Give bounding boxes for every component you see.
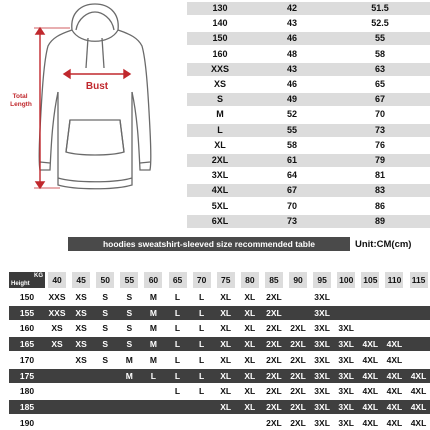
size-recommendation-cell: L	[198, 370, 205, 381]
size-table-row	[187, 154, 430, 167]
size-recommendation-cell: 2XL	[290, 386, 306, 397]
size-table-row	[187, 108, 430, 121]
size-recommendation-cell: 4XL	[410, 401, 427, 412]
size-recommendation-cell: 3XL	[338, 339, 354, 350]
size-recommendation-cell: XL	[244, 354, 256, 365]
size-recommendation-cell: 3XL	[314, 307, 330, 318]
size-cell: XXS	[210, 63, 229, 74]
size-recommendation-cell: XS	[75, 323, 87, 334]
size-recommendation-cell: S	[126, 292, 133, 302]
size-recommendation-cell: 4XL	[410, 370, 427, 381]
size-recommendation-cell: XL	[244, 292, 256, 302]
size-table-row	[187, 184, 430, 197]
size-recommendation-cell: 3XL	[338, 417, 354, 428]
size-recommendation-cell: 2XL	[266, 339, 282, 350]
size-recommendation-cell: 4XL	[386, 370, 403, 381]
size-recommendation-cell: 3XL	[314, 370, 330, 381]
size-recommendation-cell: S	[102, 292, 109, 302]
recommendation-row	[9, 384, 430, 398]
length-value-cell: 83	[374, 185, 385, 196]
size-table-row	[187, 2, 430, 15]
size-recommendation-cell: L	[198, 354, 205, 365]
size-recommendation-cell: 2XL	[290, 417, 306, 428]
table-corner	[9, 272, 45, 288]
size-recommendation-cell: XL	[220, 370, 232, 381]
height-cell: 165	[19, 339, 35, 350]
size-recommendation-cell: XS	[75, 339, 87, 350]
length-value-cell: 89	[374, 215, 385, 226]
size-table-row	[187, 17, 430, 30]
bust-value-cell: 46	[286, 79, 297, 89]
size-cell: 6XL	[211, 215, 229, 226]
size-measurement-table	[187, 2, 430, 230]
bust-value-cell: 55	[286, 124, 297, 135]
length-value-cell: 73	[374, 124, 385, 135]
size-recommendation-cell: 3XL	[314, 339, 330, 350]
size-recommendation-cell: L	[174, 354, 181, 365]
size-recommendation-cell: XS	[75, 354, 87, 365]
size-recommendation-cell: M	[149, 323, 157, 334]
length-value-cell: 86	[374, 200, 385, 211]
size-recommendation-cell: XL	[220, 401, 232, 412]
size-cell: 150	[212, 33, 228, 44]
size-recommendation-cell: L	[174, 339, 181, 350]
size-recommendation-cell: L	[198, 292, 205, 302]
size-cell: XL	[214, 139, 226, 150]
size-recommendation-cell: L	[174, 292, 181, 302]
bust-value-cell: 64	[286, 170, 297, 181]
size-recommendation-cell: XS	[75, 307, 87, 318]
recommendation-row	[9, 400, 430, 414]
length-value-cell: 70	[374, 109, 385, 120]
height-cell: 190	[19, 417, 35, 428]
size-cell: 130	[212, 3, 228, 13]
length-value-cell: 81	[374, 170, 385, 181]
recommended-size-table	[9, 272, 430, 430]
size-recommendation-cell: 4XL	[362, 386, 379, 397]
size-recommendation-cell: S	[126, 323, 133, 334]
size-recommendation-cell: XL	[244, 370, 256, 381]
length-value-cell: 58	[374, 48, 385, 59]
weight-header-cell: 105	[361, 272, 379, 288]
size-table-row	[187, 48, 430, 61]
weight-header-cell: 70	[193, 272, 211, 288]
weight-header-cell: 85	[265, 272, 283, 288]
size-cell: S	[216, 94, 223, 105]
bust-value-cell: 70	[286, 200, 297, 211]
bust-value-cell: 52	[286, 109, 297, 120]
size-recommendation-cell: L	[174, 386, 181, 397]
weight-header-cell: 45	[72, 272, 90, 288]
size-recommendation-cell: XL	[244, 339, 256, 350]
bust-value-cell: 48	[286, 48, 297, 59]
weight-header-cell: 40	[48, 272, 66, 288]
bust-value-cell: 58	[286, 139, 297, 150]
height-cell: 160	[19, 323, 35, 334]
size-recommendation-cell: L	[174, 370, 181, 381]
height-cell: 175	[19, 370, 35, 381]
size-recommendation-cell: S	[126, 307, 133, 318]
weight-header-cell: 55	[120, 272, 138, 288]
table-caption: hoodies sweatshirt-sleeved size recommended table	[68, 237, 350, 251]
bust-value-cell: 61	[286, 155, 297, 165]
size-recommendation-cell: XL	[220, 292, 232, 302]
size-recommendation-cell: M	[149, 354, 157, 365]
size-recommendation-cell: 2XL	[266, 370, 282, 381]
size-recommendation-cell: M	[149, 307, 157, 318]
hoodie-illustration	[0, 0, 185, 232]
size-table-row	[187, 139, 430, 152]
weight-header-cell: 90	[289, 272, 307, 288]
total-length-label: Total Length	[10, 93, 32, 108]
recommendation-row	[9, 306, 430, 320]
bust-value-cell: 42	[286, 3, 297, 13]
size-recommendation-cell: 2XL	[266, 401, 282, 412]
size-recommendation-cell: XL	[244, 401, 256, 412]
size-recommendation-cell: 2XL	[290, 370, 306, 381]
size-recommendation-cell: XL	[220, 386, 232, 397]
length-value-cell: 67	[374, 94, 385, 105]
size-recommendation-cell: S	[126, 339, 133, 350]
size-recommendation-cell: 4XL	[362, 370, 379, 381]
unit-label: Unit:CM(cm)	[355, 239, 412, 250]
size-recommendation-cell: 3XL	[338, 401, 354, 412]
size-recommendation-cell: XL	[220, 323, 232, 334]
size-recommendation-cell: 3XL	[314, 386, 330, 397]
height-cell: 185	[19, 401, 35, 412]
weight-header-cell: 75	[217, 272, 235, 288]
weight-header-cell: 100	[337, 272, 355, 288]
size-recommendation-cell: 2XL	[290, 354, 306, 365]
size-recommendation-cell: S	[102, 307, 109, 318]
size-recommendation-cell: XXS	[48, 292, 66, 302]
size-recommendation-cell: XL	[244, 323, 256, 334]
weight-header-cell: 60	[144, 272, 162, 288]
size-recommendation-cell: 3XL	[338, 370, 354, 381]
size-recommendation-cell: XXS	[48, 307, 66, 318]
size-recommendation-cell: XS	[75, 292, 87, 302]
size-recommendation-cell: 4XL	[386, 354, 403, 365]
size-recommendation-cell: 2XL	[266, 323, 282, 334]
size-cell: 3XL	[211, 170, 229, 181]
weight-header-cell: 110	[385, 272, 403, 288]
size-recommendation-cell: 3XL	[338, 323, 354, 334]
size-recommendation-cell: XL	[220, 307, 232, 318]
size-recommendation-cell: L	[198, 307, 205, 318]
size-table-row	[187, 124, 430, 137]
recommendation-row	[9, 321, 430, 335]
size-recommendation-cell: 2XL	[290, 401, 306, 412]
size-recommendation-cell: 4XL	[362, 401, 379, 412]
size-recommendation-cell: 4XL	[386, 401, 403, 412]
size-recommendation-cell: 4XL	[410, 417, 427, 428]
size-cell: 160	[212, 48, 228, 59]
size-recommendation-cell: XS	[51, 339, 63, 350]
size-recommendation-cell: 3XL	[314, 323, 330, 334]
size-recommendation-cell: L	[198, 339, 205, 350]
size-cell: XS	[213, 79, 226, 89]
size-recommendation-cell: 2XL	[266, 417, 282, 428]
length-value-cell: 63	[374, 63, 385, 74]
size-recommendation-cell: S	[102, 323, 109, 334]
size-recommendation-cell: 2XL	[290, 339, 306, 350]
size-recommendation-cell: XL	[244, 307, 256, 318]
size-table-row	[187, 93, 430, 106]
bust-label: Bust	[85, 81, 109, 92]
weight-header-row	[9, 272, 430, 288]
corner-kg-label: KG	[34, 273, 43, 279]
size-recommendation-cell: L	[174, 323, 181, 334]
bust-value-cell: 67	[286, 185, 297, 196]
size-recommendation-cell: 3XL	[338, 386, 354, 397]
size-recommendation-cell: 4XL	[362, 417, 379, 428]
weight-header-cell: 65	[169, 272, 187, 288]
recommendation-row	[9, 416, 430, 430]
size-recommendation-cell: 2XL	[266, 292, 282, 302]
size-recommendation-cell: M	[125, 370, 133, 381]
size-cell: L	[217, 124, 223, 135]
size-cell: 2XL	[211, 155, 229, 165]
hoodie-outline	[39, 4, 151, 189]
weight-header-cell: 115	[410, 272, 428, 288]
size-recommendation-cell: XL	[220, 339, 232, 350]
size-recommendation-cell: XS	[51, 323, 63, 334]
size-cell: 4XL	[211, 185, 229, 196]
bust-value-cell: 49	[286, 94, 297, 105]
length-value-cell: 79	[374, 155, 385, 165]
size-recommendation-cell: 4XL	[362, 339, 379, 350]
length-value-cell: 65	[374, 79, 385, 89]
size-table-row	[187, 32, 430, 45]
size-table-row	[187, 63, 430, 76]
size-cell: 140	[212, 18, 228, 29]
length-value-cell: 76	[374, 139, 385, 150]
length-value-cell: 51.5	[371, 3, 389, 13]
size-recommendation-cell: S	[102, 339, 109, 350]
recommendation-row	[9, 290, 430, 304]
size-recommendation-cell: L	[198, 386, 205, 397]
size-cell: M	[216, 109, 224, 120]
size-recommendation-cell: L	[150, 370, 156, 381]
recommendation-row	[9, 369, 430, 383]
size-table-row	[187, 169, 430, 182]
weight-header-cell: 50	[96, 272, 114, 288]
size-recommendation-cell: L	[174, 307, 181, 318]
size-table-row	[187, 78, 430, 91]
length-value-cell: 52.5	[371, 18, 389, 29]
size-recommendation-cell: 4XL	[410, 386, 427, 397]
size-recommendation-cell: 4XL	[386, 417, 403, 428]
size-recommendation-cell: S	[102, 354, 109, 365]
total-length-arrow	[34, 28, 70, 188]
size-recommendation-cell: 3XL	[314, 292, 330, 302]
size-recommendation-cell: 2XL	[290, 323, 306, 334]
height-cell: 180	[19, 386, 35, 397]
size-recommendation-cell: M	[125, 354, 133, 365]
recommendation-row	[9, 353, 430, 367]
weight-header-cell: 95	[313, 272, 331, 288]
size-recommendation-cell: 2XL	[266, 354, 282, 365]
size-recommendation-cell: 4XL	[386, 386, 403, 397]
height-cell: 155	[19, 307, 35, 318]
size-recommendation-cell: 3XL	[314, 417, 330, 428]
size-recommendation-cell: M	[149, 292, 157, 302]
size-recommendation-cell: 3XL	[314, 354, 330, 365]
size-cell: 5XL	[211, 200, 229, 211]
bust-value-cell: 73	[286, 215, 297, 226]
size-recommendation-cell: 3XL	[338, 354, 354, 365]
height-cell: 150	[19, 292, 35, 302]
size-recommendation-cell: 2XL	[266, 307, 282, 318]
size-recommendation-cell: XL	[220, 354, 232, 365]
bust-arrow	[64, 70, 130, 78]
size-recommendation-cell: M	[149, 339, 157, 350]
size-recommendation-cell: 4XL	[386, 339, 403, 350]
recommendation-row	[9, 337, 430, 351]
bust-value-cell: 43	[286, 63, 297, 74]
size-recommendation-cell: 2XL	[266, 386, 282, 397]
length-value-cell: 55	[374, 33, 385, 44]
size-recommendation-cell: L	[198, 323, 205, 334]
bust-value-cell: 46	[286, 33, 297, 44]
size-recommendation-cell: 4XL	[362, 354, 379, 365]
height-cell: 170	[19, 354, 35, 365]
size-recommendation-cell: 3XL	[314, 401, 330, 412]
size-recommendation-cell: XL	[244, 386, 256, 397]
size-table-row	[187, 200, 430, 213]
size-table-row	[187, 215, 430, 228]
corner-height-label: Height	[11, 281, 30, 287]
weight-header-cell: 80	[241, 272, 259, 288]
bust-value-cell: 43	[286, 18, 297, 29]
